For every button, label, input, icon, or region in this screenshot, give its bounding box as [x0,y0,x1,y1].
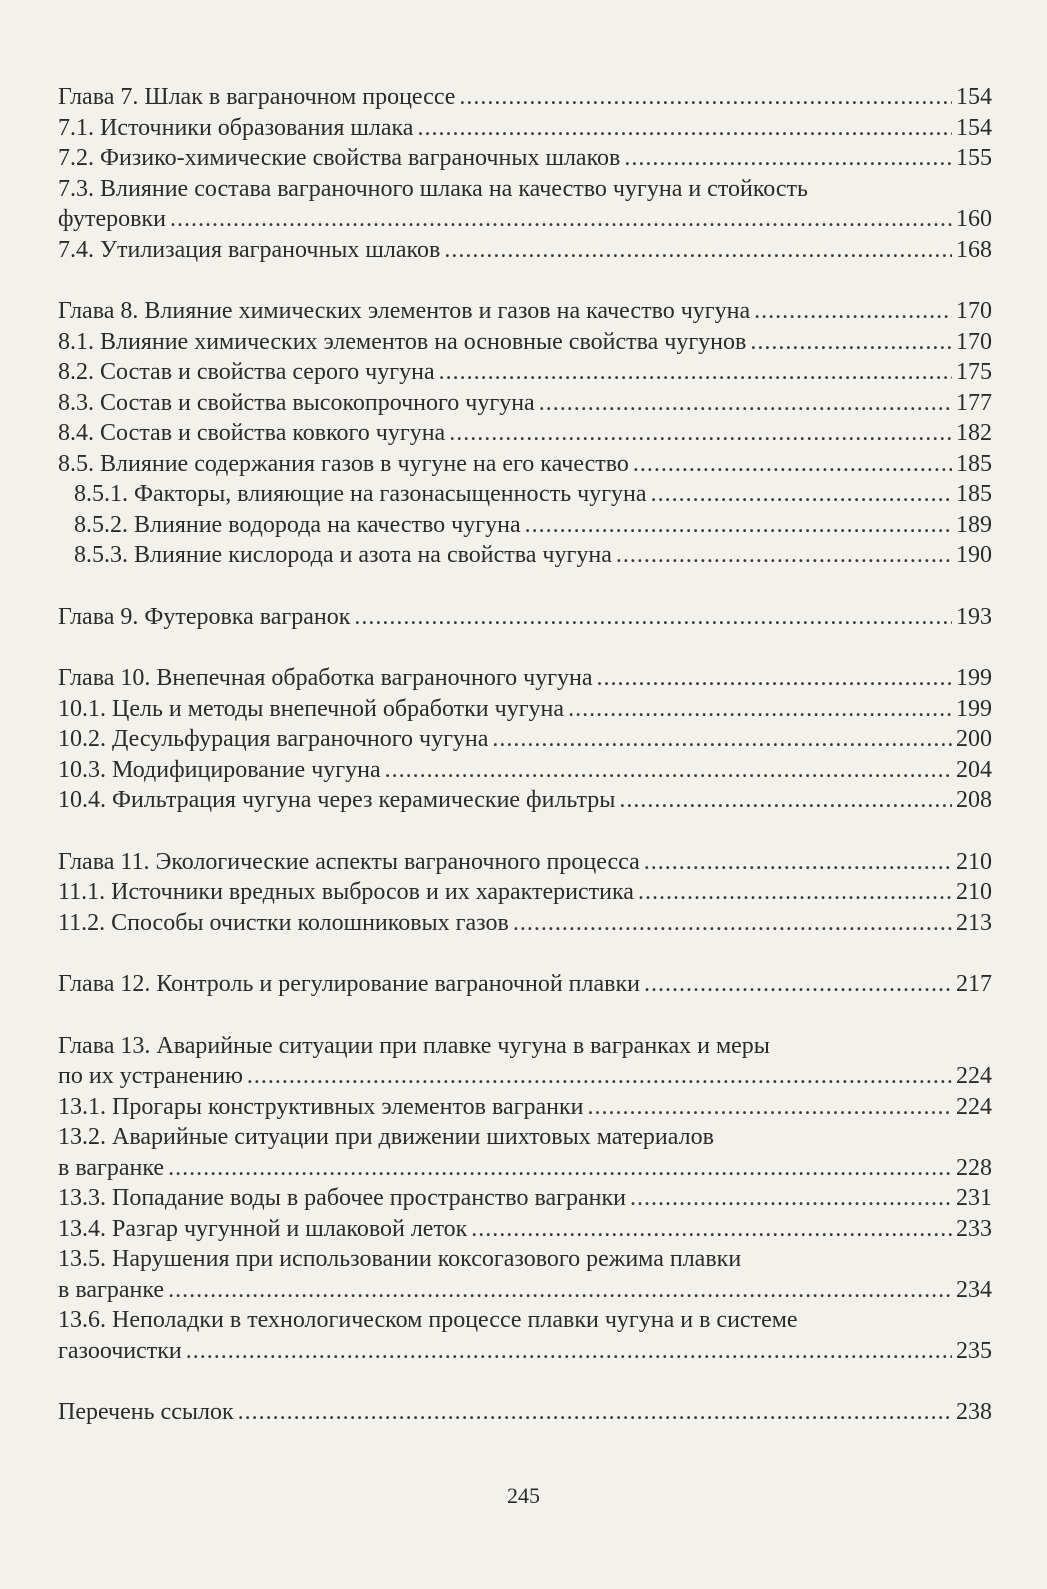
page-number: 245 [507,1483,540,1508]
toc-entry [58,540,992,571]
dot-leader [168,1153,952,1184]
toc-page-number: 154 [956,84,992,110]
section-gap [58,1366,992,1397]
toc-entry-line [58,1092,992,1123]
toc-entry-title: 11.2. Способы очистки колошниковых газов [58,909,509,936]
dot-leader [616,540,952,571]
toc-entry-title: 13.1. Прогары конструктивных элементов вагранки [58,1093,584,1120]
toc-entry [58,296,992,327]
toc-page-number: 193 [956,603,992,630]
dot-leader [619,785,952,816]
toc-entry-title: Глава 11. Экологические аспекты ваграночного процесса [58,848,640,875]
section-gap [58,816,992,847]
toc-entry [58,755,992,786]
toc-entry [58,1031,992,1092]
toc-page-number: 204 [956,756,992,783]
toc-entry-title: 8.2. Состав и свойства серого чугуна [58,359,435,385]
toc-page-number: 177 [956,389,992,416]
toc-entry [58,143,992,174]
dot-leader [385,755,952,786]
toc-entry-line [58,1214,992,1245]
toc-entry-line [58,418,992,449]
toc-entry-title: Перечень ссылок [58,1399,234,1425]
toc-entry [58,1092,992,1123]
toc-entry-line [58,1397,992,1428]
toc-entry-title: Глава 12. Контроль и регулирование ваграночной плавки [58,971,640,997]
section-gap [58,571,992,602]
dot-leader [624,143,952,174]
toc-entry-title-line: 13.6. Неполадки в технологическом процессе плавки чугуна и в системе [58,1307,798,1333]
toc-page-number: 182 [956,420,992,446]
toc-entry-line [58,1275,992,1306]
toc-entry-title: 7.1. Источники образования шлака [58,114,414,141]
toc-entry [58,1183,992,1214]
toc-entry-line [58,204,992,235]
toc-page-number: 154 [956,114,992,141]
toc-entry-line [58,755,992,786]
dot-leader [644,847,952,878]
toc-entry-line [58,908,992,939]
toc-page-number: 233 [956,1215,992,1242]
dot-leader [168,1275,952,1306]
toc-page-number: 185 [956,450,992,477]
toc-entry-line [58,143,992,174]
toc-entry [58,1214,992,1245]
toc-entry-line [58,1336,992,1367]
dot-leader [417,113,952,144]
toc-page-number: 170 [956,298,992,324]
toc-entry-line [58,785,992,816]
toc-page-number: 160 [956,206,992,232]
toc-page-number: 224 [956,1063,992,1089]
toc-entry-line [58,847,992,878]
toc-entry-title: 10.4. Фильтрация чугуна через керамические фильтры [58,787,616,813]
toc-entry-title: футеровки [58,206,166,232]
toc-entry [58,449,992,480]
toc-entry-line [58,235,992,266]
dot-leader [449,418,952,449]
dot-leader [588,1092,952,1123]
toc-entry-title: Глава 9. Футеровка вагранок [58,603,351,630]
toc-page-number: 185 [956,481,992,507]
toc-entry [58,235,992,266]
dot-leader [471,1214,952,1245]
toc-entry-line [58,1153,992,1184]
toc-entry-title: 10.1. Цель и методы внепечной обработки чугуна [58,695,565,722]
dot-leader [513,908,952,939]
toc-page-number: 208 [956,787,992,813]
toc-entry-title: 11.1. Источники вредных выбросов и их характеристика [58,879,634,905]
toc-page-number: 175 [956,359,992,385]
dot-leader [170,204,952,235]
dot-leader [354,602,952,633]
toc-entry [58,174,992,235]
toc-entry-line [58,724,992,755]
toc-entry-line [58,1183,992,1214]
dot-leader [633,449,952,480]
toc-entry [58,785,992,816]
toc-page-number: 190 [956,542,992,568]
dot-leader [247,1061,952,1092]
toc-entry-line [74,510,992,541]
toc-entry [58,1397,992,1428]
toc-page-number: 199 [956,665,992,691]
toc-entry-title: 8.5.3. Влияние кислорода и азота на свойства чугуна [74,542,612,568]
toc-entry [58,602,992,633]
dot-leader [750,327,952,358]
dot-leader [644,969,952,1000]
toc-entry [58,847,992,878]
dot-leader [630,1183,952,1214]
toc-entry [58,1244,992,1305]
toc-entry-title: 13.4. Разгар чугунной и шлаковой леток [58,1215,468,1242]
toc-entry [58,510,992,541]
toc-entry [58,1305,992,1366]
dot-leader [238,1397,952,1428]
toc-page-number: 155 [956,145,992,171]
toc-entry-title-line: 13.2. Аварийные ситуации при движении шихтовых материалов [58,1124,714,1150]
section-gap [58,938,992,969]
toc-entry [58,877,992,908]
toc-entry-line [58,1061,992,1092]
dot-leader [597,663,952,694]
toc-entry-line [58,357,992,388]
toc-entry-line [58,663,992,694]
toc-page-number: 199 [956,695,992,722]
toc-entry-title: 8.3. Состав и свойства высокопрочного чугуна [58,389,535,416]
toc-entry-title: по их устранению [58,1063,243,1089]
toc-entry [58,694,992,725]
toc-entry [58,479,992,510]
toc-entry [58,908,992,939]
toc-page-number: 224 [956,1093,992,1120]
dot-leader [651,479,952,510]
toc-entry-line [58,969,992,1000]
toc-entry [58,113,992,144]
toc-page-number: 228 [956,1154,992,1181]
table-of-contents [58,82,992,1428]
toc-page-number: 235 [956,1337,992,1364]
toc-entry-title: Глава 10. Внепечная обработка ваграночного чугуна [58,665,593,691]
section-gap [58,1000,992,1031]
section-gap [58,632,992,663]
toc-entry-line [58,694,992,725]
toc-page-number: 168 [956,236,992,263]
toc-entry-line [74,479,992,510]
toc-entry-title: 8.5.2. Влияние водорода на качество чугуна [74,511,521,538]
toc-entry-title: 8.5. Влияние содержания газов в чугуне на его качество [58,450,629,477]
dot-leader [459,82,952,113]
toc-page-number: 210 [956,879,992,905]
dot-leader [525,510,952,541]
toc-entry-title: 13.3. Попадание воды в рабочее пространство вагранки [58,1185,626,1211]
toc-entry-title: 7.2. Физико-химические свойства ваграночных шлаков [58,145,621,171]
toc-entry-line [74,540,992,571]
toc-entry-title: 8.5.1. Факторы, влияющие на газонасыщенность чугуна [74,481,647,507]
toc-entry [58,1122,992,1183]
toc-entry [58,357,992,388]
toc-entry-title: 10.3. Модифицирование чугуна [58,756,381,783]
dot-leader [444,235,952,266]
toc-entry [58,663,992,694]
toc-entry [58,969,992,1000]
dot-leader [754,296,952,327]
toc-entry-title-line: 7.3. Влияние состава ваграночного шлака на качество чугуна и стойкость [58,175,808,202]
toc-entry [58,724,992,755]
dot-leader [186,1336,952,1367]
toc-page-number: 231 [956,1185,992,1211]
toc-entry-title: 7.4. Утилизация ваграночных шлаков [58,236,441,263]
toc-entry [58,82,992,113]
toc-page-number: 213 [956,909,992,936]
toc-entry [58,327,992,358]
dot-leader [439,357,952,388]
toc-page-number: 210 [956,848,992,875]
toc-page-number: 200 [956,726,992,752]
toc-entry-line [58,113,992,144]
toc-entry-line [58,296,992,327]
dot-leader [539,388,952,419]
dot-leader [492,724,952,755]
toc-page-number: 189 [956,511,992,538]
toc-entry-title: газоочистки [58,1337,182,1364]
toc-entry-line [58,327,992,358]
toc-page-number: 170 [956,328,992,355]
toc-entry-title: в вагранке [58,1276,165,1303]
toc-entry-line [58,388,992,419]
toc-page-number: 238 [956,1399,992,1425]
toc-entry-line [58,449,992,480]
toc-entry-title: 8.4. Состав и свойства ковкого чугуна [58,420,446,446]
toc-entry-title: 8.1. Влияние химических элементов на основные свойства чугунов [58,328,747,355]
section-gap [58,265,992,296]
dot-leader [638,877,952,908]
toc-page-number: 217 [956,971,992,997]
toc-entry [58,418,992,449]
toc-entry-line [58,877,992,908]
toc-entry-title-line: 13.5. Нарушения при использовании коксогазового режима плавки [58,1246,742,1272]
toc-entry-title: Глава 8. Влияние химических элементов и газов на качество чугуна [58,298,751,324]
toc-entry [58,388,992,419]
toc-page-number: 234 [956,1276,992,1303]
toc-entry-title: 10.2. Десульфурация ваграночного чугуна [58,726,489,752]
toc-entry-line [58,82,992,113]
toc-entry-title: Глава 7. Шлак в ваграночном процессе [58,84,456,110]
toc-entry-title-line: Глава 13. Аварийные ситуации при плавке чугуна в вагранках и меры [58,1032,770,1059]
dot-leader [568,694,952,725]
toc-entry-title: в вагранке [58,1154,165,1181]
toc-entry-line [58,602,992,633]
